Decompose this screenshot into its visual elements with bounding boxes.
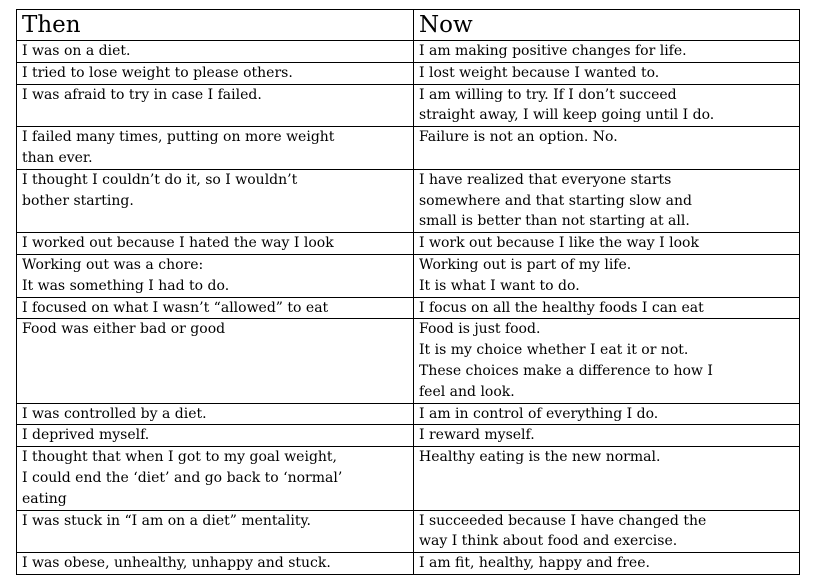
then-text-line: I was stuck in “I am on a diet” mentality. bbox=[22, 512, 311, 529]
then-cell bbox=[17, 62, 414, 84]
table-row bbox=[17, 127, 800, 170]
then-text-line: I was obese, unhealthy, unhappy and stuck. bbox=[22, 555, 331, 572]
now-cell bbox=[414, 169, 800, 232]
now-cell bbox=[414, 297, 800, 319]
then-text-line: I deprived myself. bbox=[22, 427, 150, 444]
now-text-line: Working out is part of my life. bbox=[419, 256, 632, 273]
now-text-line: somewhere and that starting slow and bbox=[419, 192, 692, 209]
now-text-line: I succeeded because I have changed the bbox=[419, 512, 707, 529]
now-cell bbox=[414, 254, 800, 297]
now-cell bbox=[414, 553, 800, 575]
then-cell bbox=[17, 553, 414, 575]
table-row bbox=[17, 297, 800, 319]
table-row bbox=[17, 319, 800, 403]
now-cell bbox=[414, 127, 800, 170]
now-cell bbox=[414, 510, 800, 553]
then-text-line: I was controlled by a diet. bbox=[22, 405, 207, 422]
then-cell bbox=[17, 425, 414, 447]
table-row bbox=[17, 62, 800, 84]
now-cell bbox=[414, 425, 800, 447]
then-text-line: It was something I had to do. bbox=[22, 277, 230, 294]
then-text-line: I could end the ‘diet’ and go back to ‘normal’ bbox=[22, 469, 343, 486]
now-cell bbox=[414, 233, 800, 255]
table-row bbox=[17, 254, 800, 297]
now-text-line: I work out because I like the way I look bbox=[419, 235, 699, 252]
then-cell bbox=[17, 233, 414, 255]
now-text-line: I am willing to try. If I don’t succeed bbox=[419, 86, 677, 103]
table-row bbox=[17, 425, 800, 447]
table-row bbox=[17, 447, 800, 510]
then-text-line: eating bbox=[22, 490, 67, 507]
table-row bbox=[17, 553, 800, 575]
table-row bbox=[17, 41, 800, 63]
then-cell bbox=[17, 319, 414, 403]
now-text-line: I focus on all the healthy foods I can eat bbox=[419, 299, 704, 316]
now-text-line: It is my choice whether I eat it or not. bbox=[419, 342, 689, 359]
then-text-line: Working out was a chore: bbox=[22, 256, 204, 273]
now-text-line: feel and look. bbox=[419, 383, 515, 400]
table-row bbox=[17, 233, 800, 255]
then-cell bbox=[17, 127, 414, 170]
table-row bbox=[17, 403, 800, 425]
now-cell bbox=[414, 84, 800, 127]
then-text-line: than ever. bbox=[22, 149, 93, 166]
then-text-line: Food was either bad or good bbox=[22, 321, 226, 338]
now-text-line: Healthy eating is the new normal. bbox=[419, 449, 661, 466]
then-cell bbox=[17, 447, 414, 510]
now-text-line: It is what I want to do. bbox=[419, 277, 580, 294]
then-text-line: I thought that when I got to my goal weight, bbox=[22, 449, 337, 466]
then-column-header: Then bbox=[17, 10, 414, 41]
table-header bbox=[17, 10, 800, 41]
now-cell bbox=[414, 403, 800, 425]
now-cell bbox=[414, 447, 800, 510]
now-text-line: I am fit, healthy, happy and free. bbox=[419, 555, 650, 572]
then-cell bbox=[17, 403, 414, 425]
then-cell bbox=[17, 169, 414, 232]
then-text-line: I was on a diet. bbox=[22, 43, 131, 59]
table-row bbox=[17, 84, 800, 127]
now-text-line: way I think about food and exercise. bbox=[419, 533, 678, 550]
table-row bbox=[17, 510, 800, 553]
now-text-line: I am in control of everything I do. bbox=[419, 405, 659, 422]
now-text-line: I lost weight because I wanted to. bbox=[419, 64, 660, 81]
then-text-line: I thought I couldn’t do it, so I wouldn’t bbox=[22, 171, 298, 188]
now-cell bbox=[414, 62, 800, 84]
now-text-line: I am making positive changes for life. bbox=[419, 43, 687, 59]
then-cell bbox=[17, 254, 414, 297]
then-text-line: I worked out because I hated the way I look bbox=[22, 235, 334, 252]
then-text-line: I failed many times, putting on more weight bbox=[22, 129, 335, 146]
now-text-line: I have realized that everyone starts bbox=[419, 171, 672, 188]
then-cell bbox=[17, 297, 414, 319]
now-column-header: Now bbox=[414, 10, 800, 41]
then-text-line: I tried to lose weight to please others. bbox=[22, 64, 293, 81]
then-text-line: I focused on what I wasn’t “allowed” to eat bbox=[22, 299, 329, 316]
now-text-line: I reward myself. bbox=[419, 427, 535, 444]
now-text-line: Food is just food. bbox=[419, 321, 541, 338]
then-now-table bbox=[16, 9, 800, 575]
then-text-line: I was afraid to try in case I failed. bbox=[22, 86, 262, 103]
then-cell bbox=[17, 510, 414, 553]
now-cell bbox=[414, 319, 800, 403]
now-text-line: Failure is not an option. No. bbox=[419, 129, 618, 146]
then-cell bbox=[17, 84, 414, 127]
table-body bbox=[17, 41, 800, 575]
now-cell bbox=[414, 41, 800, 63]
now-text-line: straight away, I will keep going until I do. bbox=[419, 107, 715, 124]
then-text-line: bother starting. bbox=[22, 192, 134, 209]
header-row bbox=[17, 10, 800, 41]
table-row bbox=[17, 169, 800, 232]
now-text-line: These choices make a difference to how I bbox=[419, 362, 713, 379]
now-text-line: small is better than not starting at all. bbox=[419, 213, 690, 230]
then-cell bbox=[17, 41, 414, 63]
